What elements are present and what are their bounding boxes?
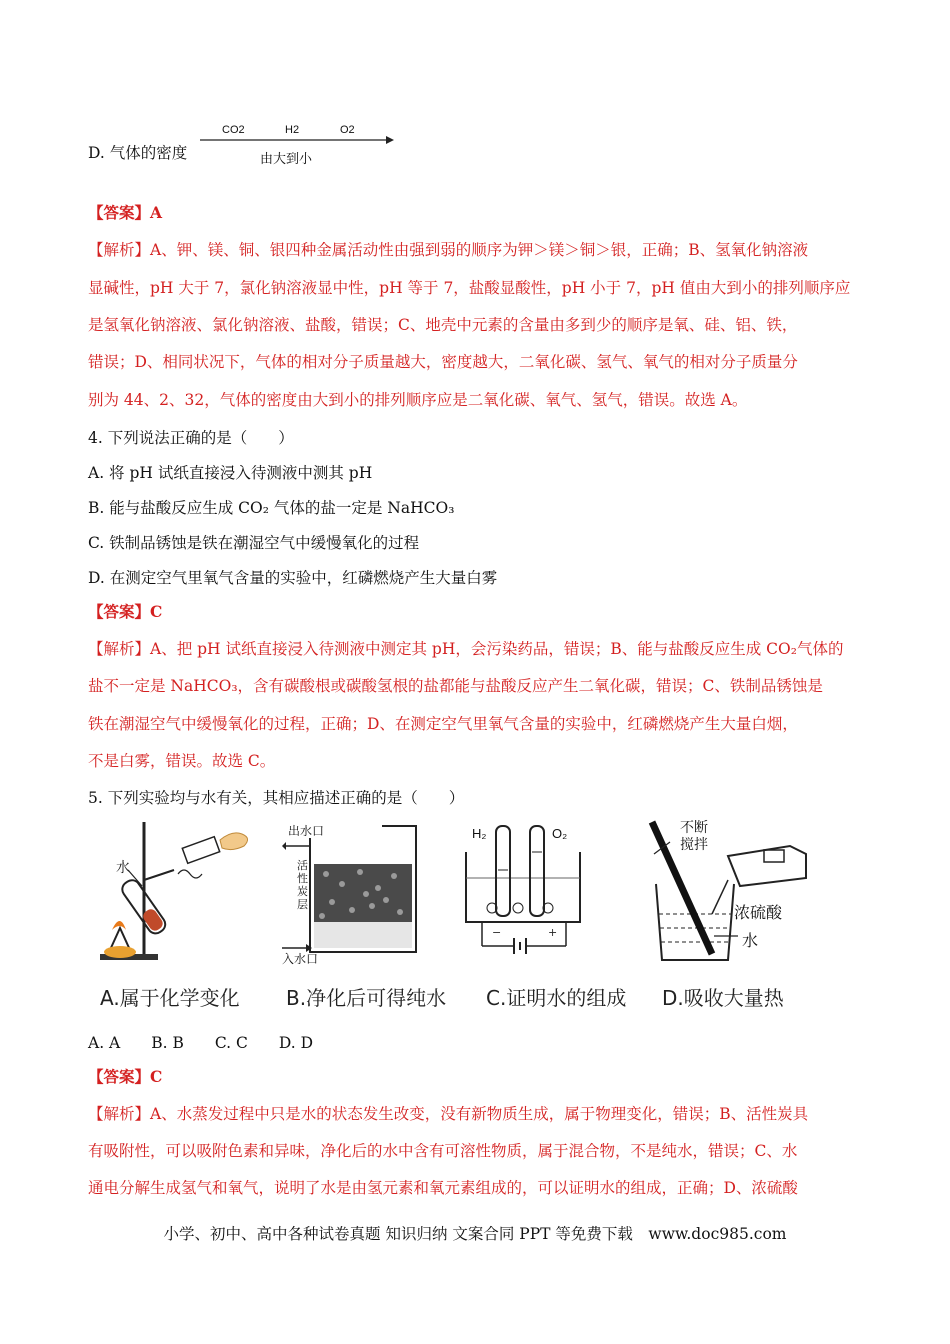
series-label-o2: O2 [340,124,355,136]
svg-text:−: − [492,926,502,939]
q5-options: A. A B. B C. C D. D [88,1034,314,1052]
series-label-h2: H2 [285,124,300,136]
q3-analysis-line: 别为 44、2、32，气体的密度由大到小的排列顺序应是二氧化碳、氧气、氢气，错误。故选 A。 [88,391,748,409]
q3-analysis-line: 错误；D、相同状况下，气体的相对分子质量越大，密度越大，二氧化碳、氢气、氧气的相对分子质量分 [88,353,798,371]
q4-analysis-line: 铁在潮湿空气中缓慢氧化的过程，正确；D、在测定空气里氧气含量的实验中，红磷燃烧产生大量白烟， [88,715,798,733]
figure-c-electrolysis [462,822,587,962]
figure-d-dilution [640,818,820,968]
page-footer: 小学、初中、高中各种试卷真题 知识归纳 文案合同 PPT 等免费下载 www.doc985.com [163,1225,787,1243]
figure-d-stir-label: 不断搅拌 [680,820,708,853]
figure-b-caption: B.净化后可得纯水 [286,986,447,1010]
q5-stem: 5. 下列实验均与水有关，其相应描述正确的是（ ） [88,789,465,807]
q5-analysis-line: 通电分解生成氢气和氧气，说明了水是由氢元素和氧元素组成的，可以证明水的组成，正确；D、浓硫酸 [88,1179,798,1197]
figure-d-water-label: 水 [742,931,759,950]
q4-option-d: D. 在测定空气里氧气含量的实验中，红磷燃烧产生大量白雾 [88,569,498,587]
q4-analysis-line: 盐不一定是 NaHCO₃，含有碳酸根或碳酸氢根的盐都能与盐酸反应产生二氧化碳，错误；C、铁制品锈蚀是 [88,677,823,695]
q4-stem: 4. 下列说法正确的是（ ） [88,429,294,447]
q5-analysis-line: 有吸附性，可以吸附色素和异味，净化后的水中含有可溶性物质，属于混合物，不是纯水，错误；C、水 [88,1142,798,1160]
q4-option-a: A. 将 pH 试纸直接浸入待测液中测其 pH [88,464,373,482]
figure-a-heating-apparatus [92,812,267,972]
q4-answer: 【答案】C [88,602,163,621]
direction-label: 由大到小 [260,151,313,166]
q3-analysis-line: 显碱性，pH 大于 7，氯化钠溶液显中性，pH 等于 7，盐酸显酸性，pH 小于 7，pH 值由大到小的排列顺序应 [88,279,851,297]
arrow-head [386,136,394,144]
series-label-co2: CO2 [222,124,245,136]
item-d-label: D. 气体的密度 [88,144,188,162]
q3-analysis-line: 是氢氧化钠溶液、氯化钠溶液、盐酸，错误；C、地壳中元素的含量由多到少的顺序是氧、硅、铝、铁， [88,316,798,334]
q4-analysis-line: 【解析】A、把 pH 试纸直接浸入待测液中测定其 pH，会污染药品，错误；B、能与盐酸反应生成 CO₂气体的 [88,640,844,658]
q3-answer: 【答案】A [88,203,163,222]
q5-answer: 【答案】C [88,1067,163,1086]
svg-text:+: + [548,926,558,939]
figure-b-outlet-label: 出水口 [288,824,325,838]
figure-c-o2-label: O₂ [552,826,568,841]
figure-d-caption: D.吸收大量热 [662,986,784,1010]
q3-analysis-line: 【解析】A、钾、镁、铜、银四种金属活动性由强到弱的顺序为钾＞镁＞铜＞银，正确；B、氢氧化钠溶液 [88,241,809,259]
figure-a-water-label: 水 [116,860,130,876]
figure-c-h2-label: H₂ [472,826,487,841]
figure-b-inlet-label: 入水口 [282,952,319,966]
q4-option-c: C. 铁制品锈蚀是铁在潮湿空气中缓慢氧化的过程 [88,534,420,552]
q4-analysis-line: 不是白雾，错误。故选 C。 [88,752,276,770]
figure-d-acid-label: 浓硫酸 [734,903,783,922]
q4-option-b: B. 能与盐酸反应生成 CO₂ 气体的盐一定是 NaHCO₃ [88,499,455,517]
figure-c-caption: C.证明水的组成 [486,986,627,1010]
figure-a-caption: A.属于化学变化 [100,986,240,1010]
q5-analysis-line: 【解析】A、水蒸发过程中只是水的状态发生改变，没有新物质生成，属于物理变化，错误；B、活性炭具 [88,1105,809,1123]
figure-b-carbon-label: 活性炭层 [297,860,308,911]
